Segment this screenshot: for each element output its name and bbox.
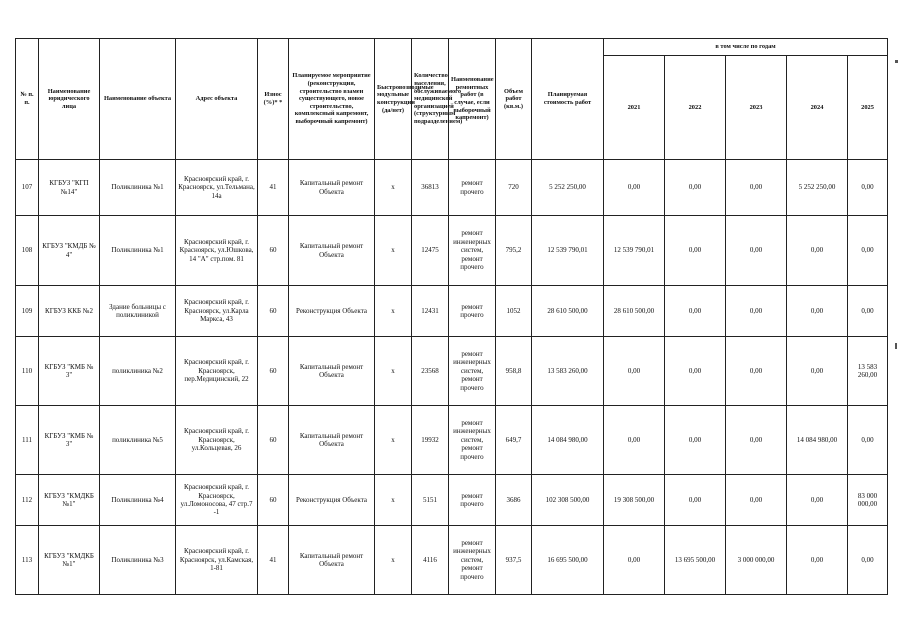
cell-prefab: х xyxy=(375,216,412,286)
cell-population: 23568 xyxy=(412,337,449,406)
cell-cost: 13 583 260,00 xyxy=(532,337,604,406)
cell-prefab: х xyxy=(375,406,412,475)
cell-population: 12475 xyxy=(412,216,449,286)
cell-cost: 28 610 500,00 xyxy=(532,286,604,337)
cell-works-name: ремонт прочего xyxy=(449,475,496,526)
cell-num: 113 xyxy=(16,526,39,595)
scan-mark xyxy=(895,60,898,63)
cell-cost: 5 252 250,00 xyxy=(532,160,604,216)
cell-num: 107 xyxy=(16,160,39,216)
cell-works-name: ремонт инженерных систем, ремонт прочего xyxy=(449,337,496,406)
cell-2021: 19 308 500,00 xyxy=(604,475,665,526)
header-year-2023: 2023 xyxy=(726,56,787,160)
cell-wear: 60 xyxy=(258,286,289,337)
scan-mark xyxy=(895,343,897,349)
cell-object-name: поликлиника №2 xyxy=(100,337,176,406)
cell-volume: 720 xyxy=(496,160,532,216)
cell-2023: 0,00 xyxy=(726,216,787,286)
header-measure: Планируемое мероприятие (реконструкция, строительство взамен существующего, новое строительство, комплексный капремонт, выборочный капремонт) xyxy=(289,39,375,160)
header-num: № п. п. xyxy=(16,39,39,160)
cell-entity: КГБУЗ "КМБ № 3" xyxy=(39,406,100,475)
cell-2021: 0,00 xyxy=(604,526,665,595)
header-object-name: Наименование объекта xyxy=(100,39,176,160)
cell-entity: КГБУЗ "КГП №14" xyxy=(39,160,100,216)
header-volume: Объем работ (кв.м.) xyxy=(496,39,532,160)
cell-cost: 16 695 500,00 xyxy=(532,526,604,595)
cell-measure: Реконструкция Объекта xyxy=(289,286,375,337)
cell-wear: 41 xyxy=(258,526,289,595)
cell-address: Красноярский край, г. Красноярск, ул.Ломоносова, 47 стр.7 -1 xyxy=(176,475,258,526)
header-year-2025: 2025 xyxy=(848,56,888,160)
cell-population: 5151 xyxy=(412,475,449,526)
cell-2023: 0,00 xyxy=(726,160,787,216)
cell-2022: 0,00 xyxy=(665,406,726,475)
header-year-2021: 2021 xyxy=(604,56,665,160)
cell-num: 109 xyxy=(16,286,39,337)
cell-object-name: Поликлиника №1 xyxy=(100,216,176,286)
cell-entity: КГБУЗ "КМДКБ №1" xyxy=(39,475,100,526)
cell-measure: Капитальный ремонт Объекта xyxy=(289,337,375,406)
cell-object-name: Здание больницы с поликлиникой xyxy=(100,286,176,337)
cell-object-name: Поликлиника №3 xyxy=(100,526,176,595)
cell-volume: 1052 xyxy=(496,286,532,337)
cell-measure: Капитальный ремонт Объекта xyxy=(289,216,375,286)
cell-entity: КГБУЗ ККБ №2 xyxy=(39,286,100,337)
cell-address: Красноярский край, г. Красноярск, ул.Карла Маркса, 43 xyxy=(176,286,258,337)
cell-wear: 41 xyxy=(258,160,289,216)
cell-2022: 13 695 500,00 xyxy=(665,526,726,595)
cell-2021: 28 610 500,00 xyxy=(604,286,665,337)
cell-2023: 0,00 xyxy=(726,406,787,475)
cell-measure: Реконструкция Объекта xyxy=(289,475,375,526)
header-entity: Наименование юридического лица xyxy=(39,39,100,160)
works-table xyxy=(15,38,888,595)
cell-num: 111 xyxy=(16,406,39,475)
cell-volume: 795,2 xyxy=(496,216,532,286)
cell-prefab: х xyxy=(375,337,412,406)
cell-prefab: х xyxy=(375,286,412,337)
cell-volume: 3686 xyxy=(496,475,532,526)
cell-address: Красноярский край, г. Красноярск, ул.Камская, 1-81 xyxy=(176,526,258,595)
table-row xyxy=(16,475,888,526)
header-population: Количество населения, обслуживаемого медицинской организацией (структурным подразделением) xyxy=(412,39,449,160)
cell-2023: 3 000 000,00 xyxy=(726,526,787,595)
table-row xyxy=(16,526,888,595)
cell-2024: 14 084 980,00 xyxy=(787,406,848,475)
cell-volume: 937,5 xyxy=(496,526,532,595)
cell-wear: 60 xyxy=(258,337,289,406)
cell-2025: 0,00 xyxy=(848,286,888,337)
cell-volume: 649,7 xyxy=(496,406,532,475)
cell-population: 19932 xyxy=(412,406,449,475)
cell-cost: 14 084 980,00 xyxy=(532,406,604,475)
cell-2025: 0,00 xyxy=(848,526,888,595)
cell-object-name: Поликлиника №4 xyxy=(100,475,176,526)
cell-works-name: ремонт прочего xyxy=(449,160,496,216)
cell-wear: 60 xyxy=(258,475,289,526)
header-years-title: в том числе по годам xyxy=(604,39,888,56)
cell-2025: 13 583 260,00 xyxy=(848,337,888,406)
cell-measure: Капитальный ремонт Объекта xyxy=(289,406,375,475)
cell-entity: КГБУЗ "КМДБ № 4" xyxy=(39,216,100,286)
cell-2021: 0,00 xyxy=(604,160,665,216)
cell-2021: 12 539 790,01 xyxy=(604,216,665,286)
cell-works-name: ремонт инженерных систем, ремонт прочего xyxy=(449,216,496,286)
header-address: Адрес объекта xyxy=(176,39,258,160)
cell-2022: 0,00 xyxy=(665,475,726,526)
cell-2024: 5 252 250,00 xyxy=(787,160,848,216)
cell-wear: 60 xyxy=(258,216,289,286)
cell-2024: 0,00 xyxy=(787,286,848,337)
cell-address: Красноярский край, г. Красноярск, пер.Медицинский, 22 xyxy=(176,337,258,406)
cell-address: Красноярский край, г. Красноярск, ул.Кольцевая, 26 xyxy=(176,406,258,475)
header-cost: Планируемая стоимость работ xyxy=(532,39,604,160)
cell-2025: 0,00 xyxy=(848,160,888,216)
cell-address: Красноярский край, г. Красноярск, ул.Юшкова, 14 "А" стр.пом. 81 xyxy=(176,216,258,286)
cell-2025: 0,00 xyxy=(848,216,888,286)
cell-2025: 83 000 000,00 xyxy=(848,475,888,526)
cell-prefab: х xyxy=(375,160,412,216)
cell-measure: Капитальный ремонт Объекта xyxy=(289,160,375,216)
table-row xyxy=(16,160,888,216)
table-row xyxy=(16,216,888,286)
cell-works-name: ремонт инженерных систем, ремонт прочего xyxy=(449,526,496,595)
cell-works-name: ремонт прочего xyxy=(449,286,496,337)
cell-2022: 0,00 xyxy=(665,286,726,337)
header-wear: Износ (%)* * xyxy=(258,39,289,160)
cell-2022: 0,00 xyxy=(665,337,726,406)
cell-prefab: х xyxy=(375,526,412,595)
cell-num: 112 xyxy=(16,475,39,526)
header-works-name: Наименование ремонтных работ (в случае, если выборочный капремонт) xyxy=(449,39,496,160)
cell-2022: 0,00 xyxy=(665,216,726,286)
table-row xyxy=(16,286,888,337)
cell-prefab: х xyxy=(375,475,412,526)
cell-2023: 0,00 xyxy=(726,475,787,526)
cell-2024: 0,00 xyxy=(787,337,848,406)
cell-address: Красноярский край, г. Красноярск, ул.Тельмана, 14а xyxy=(176,160,258,216)
cell-2025: 0,00 xyxy=(848,406,888,475)
cell-population: 12431 xyxy=(412,286,449,337)
cell-num: 110 xyxy=(16,337,39,406)
cell-2021: 0,00 xyxy=(604,337,665,406)
table-row xyxy=(16,406,888,475)
cell-2024: 0,00 xyxy=(787,526,848,595)
cell-object-name: поликлиника №5 xyxy=(100,406,176,475)
cell-population: 4116 xyxy=(412,526,449,595)
header-year-2022: 2022 xyxy=(665,56,726,160)
cell-num: 108 xyxy=(16,216,39,286)
cell-wear: 60 xyxy=(258,406,289,475)
cell-measure: Капитальный ремонт Объекта xyxy=(289,526,375,595)
cell-entity: КГБУЗ "КМДКБ №1" xyxy=(39,526,100,595)
cell-object-name: Поликлиника №1 xyxy=(100,160,176,216)
cell-2022: 0,00 xyxy=(665,160,726,216)
cell-cost: 12 539 790,01 xyxy=(532,216,604,286)
table-row xyxy=(16,337,888,406)
header-prefab: Быстровозводимые модульные конструкции (да/нет) xyxy=(375,39,412,160)
cell-entity: КГБУЗ "КМБ № 3" xyxy=(39,337,100,406)
cell-2024: 0,00 xyxy=(787,475,848,526)
cell-population: 36813 xyxy=(412,160,449,216)
header-year-2024: 2024 xyxy=(787,56,848,160)
cell-volume: 958,8 xyxy=(496,337,532,406)
cell-2021: 0,00 xyxy=(604,406,665,475)
cell-works-name: ремонт инженерных систем, ремонт прочего xyxy=(449,406,496,475)
cell-2023: 0,00 xyxy=(726,337,787,406)
cell-2023: 0,00 xyxy=(726,286,787,337)
cell-cost: 102 308 500,00 xyxy=(532,475,604,526)
cell-2024: 0,00 xyxy=(787,216,848,286)
